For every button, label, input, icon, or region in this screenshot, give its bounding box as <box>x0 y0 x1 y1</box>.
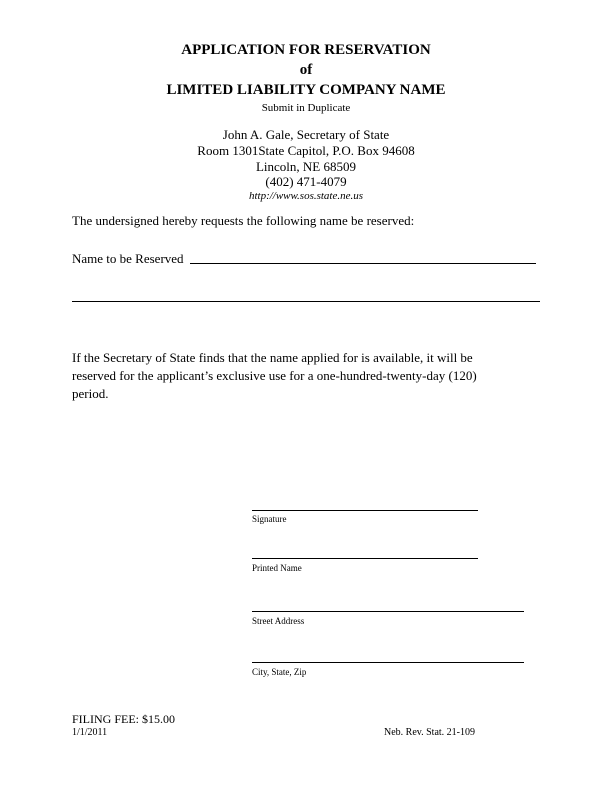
office-website: http://www.sos.state.ne.us <box>248 190 364 202</box>
printed-name-field[interactable] <box>252 558 478 559</box>
name-reserved-field-continued[interactable] <box>72 301 540 302</box>
request-intro: The undersigned hereby requests the following name be reserved: <box>72 213 415 228</box>
secretary-name: John A. Gale, Secretary of State <box>222 127 390 142</box>
office-room: Room 1301State Capitol, P.O. Box 94608 <box>197 143 415 158</box>
notice-line-2: reserved for the applicant’s exclusive use for a one-hundred-twenty-day (120) <box>72 368 477 383</box>
name-reserved-label: Name to be Reserved <box>72 251 184 266</box>
form-title-line1: APPLICATION FOR RESERVATION <box>181 42 431 58</box>
street-address-label: Street Address <box>252 616 305 626</box>
form-title-line3: LIMITED LIABILITY COMPANY NAME <box>166 82 446 98</box>
printed-name-label: Printed Name <box>252 563 302 573</box>
filing-fee: FILING FEE: $15.00 <box>72 712 175 726</box>
office-phone: (402) 471-4079 <box>265 174 347 189</box>
notice-line-1: If the Secretary of State finds that the name applied for is available, it will be <box>72 350 473 365</box>
form-title-line2: of <box>299 62 313 78</box>
statute-reference: Neb. Rev. Stat. 21-109 <box>384 727 476 738</box>
submit-instruction: Submit in Duplicate <box>261 102 351 114</box>
signature-field[interactable] <box>252 510 478 511</box>
city-state-zip-field[interactable] <box>252 662 524 663</box>
notice-line-3: period. <box>72 386 109 401</box>
revision-date: 1/1/2011 <box>72 727 108 738</box>
signature-label: Signature <box>252 514 287 524</box>
name-reserved-field[interactable] <box>190 263 536 264</box>
street-address-field[interactable] <box>252 611 524 612</box>
office-city: Lincoln, NE 68509 <box>255 159 356 174</box>
city-state-zip-label: City, State, Zip <box>252 667 307 677</box>
